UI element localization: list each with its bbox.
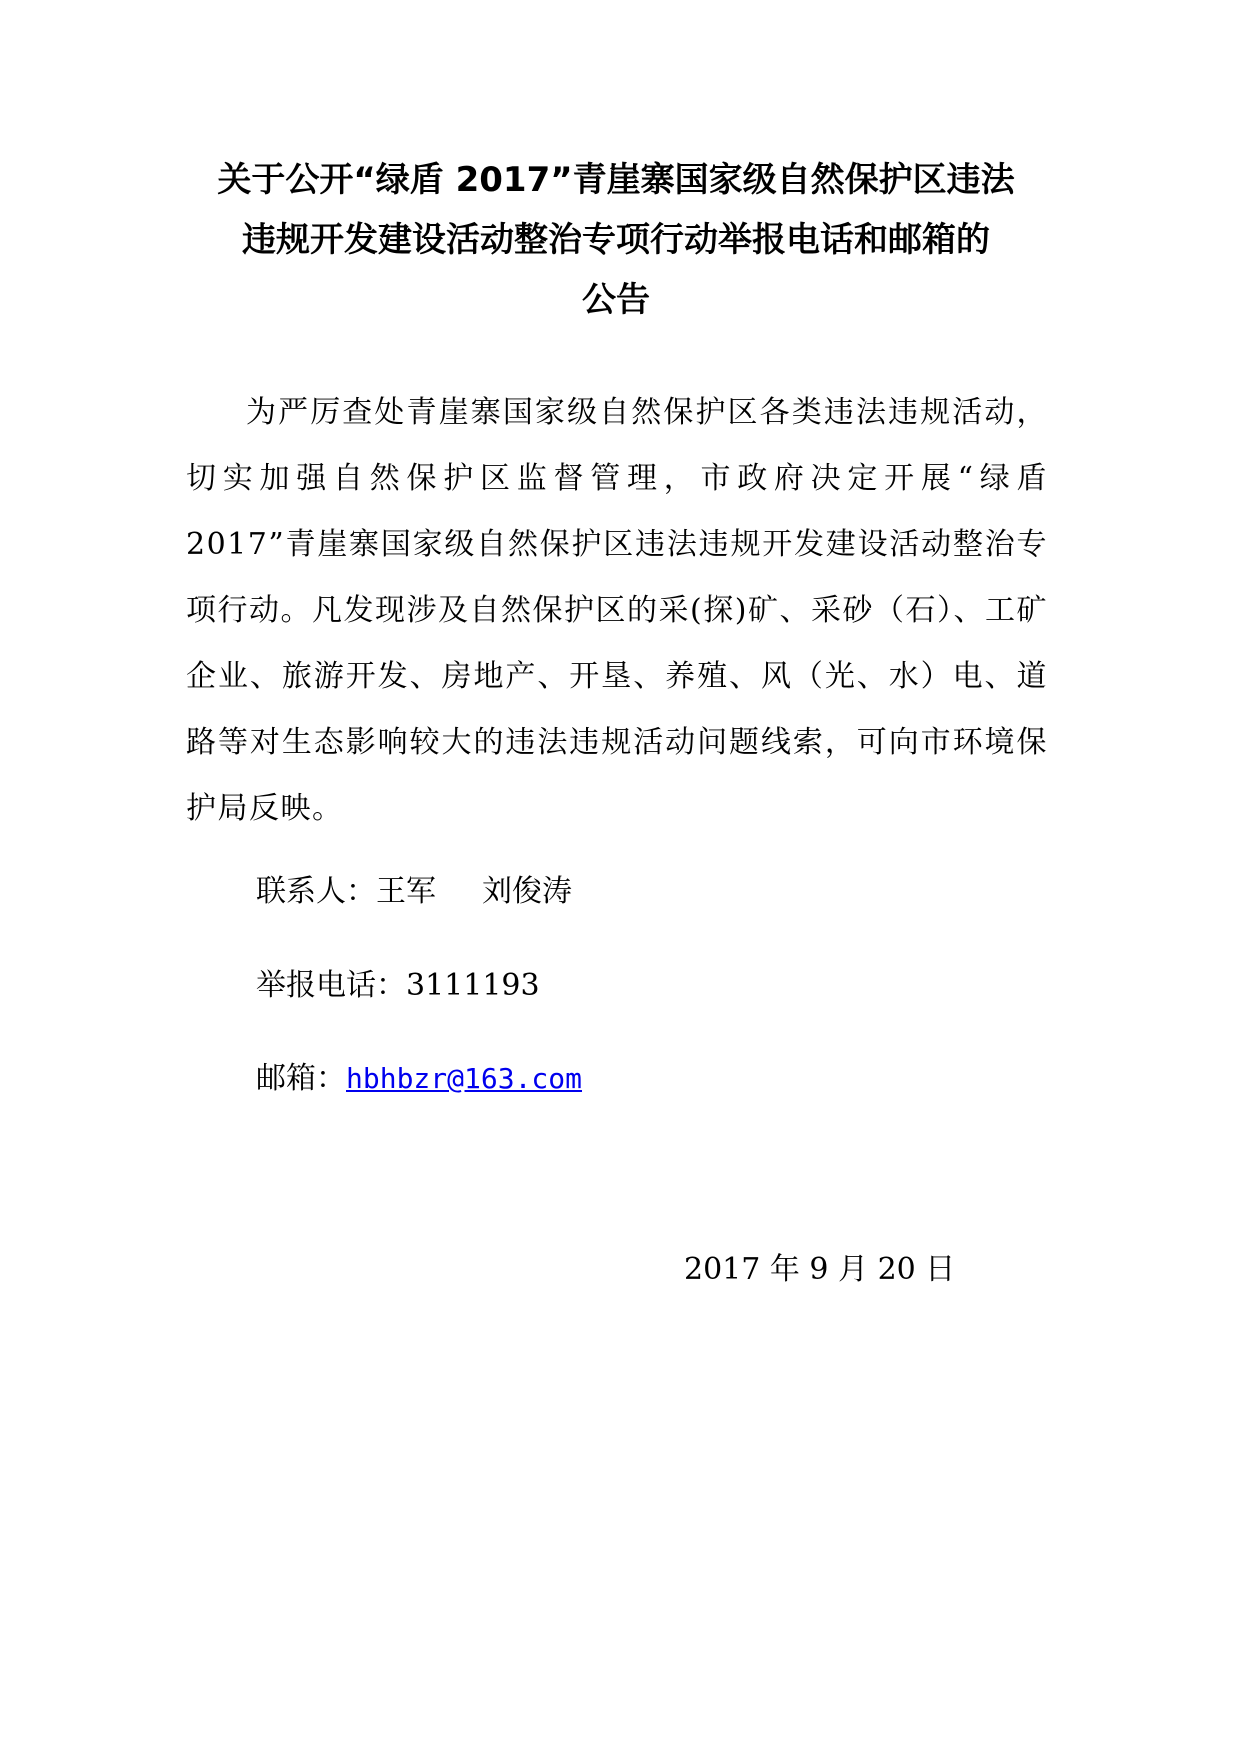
email-line [256,1059,582,1099]
phone-number: 3111193 [406,968,540,1003]
contact-person-2: 刘俊涛 [482,874,572,909]
title-line-1: 关于公开“绿盾 2017”青崖寨国家级自然保护区违法 [217,160,1015,200]
email-link[interactable]: hbhbzr@163.com [346,1062,583,1095]
phone-label: 举报电话： [256,968,406,1003]
contact-label: 联系人： [256,874,376,909]
document-title [186,150,1046,330]
title-line-2: 违规开发建设活动整治专项行动举报电话和邮箱的 [242,220,990,260]
phone-line [256,966,540,1006]
title-line-3: 公告 [582,280,650,320]
document-date: 2017 年 9 月 20 日 [684,1252,956,1287]
email-label: 邮箱： [256,1061,346,1096]
contact-line [256,872,572,912]
contact-person-1: 王军 [376,874,436,909]
body-paragraph: 为严厉查处青崖寨国家级自然保护区各类违法违规活动，切实加强自然保护区监督管理，市政府决定开展“绿盾2017”青崖寨国家级自然保护区违法违规开发建设活动整治专项行动。凡发现涉及自然保护区的采(探)矿、采砂（石）、工矿企业、旅游开发、房地产、开垦、养殖、风（光、水）电、道路等对生态影响较大的违法违规活动问题线索，可向市环境保护局反映。 [186,395,1048,826]
